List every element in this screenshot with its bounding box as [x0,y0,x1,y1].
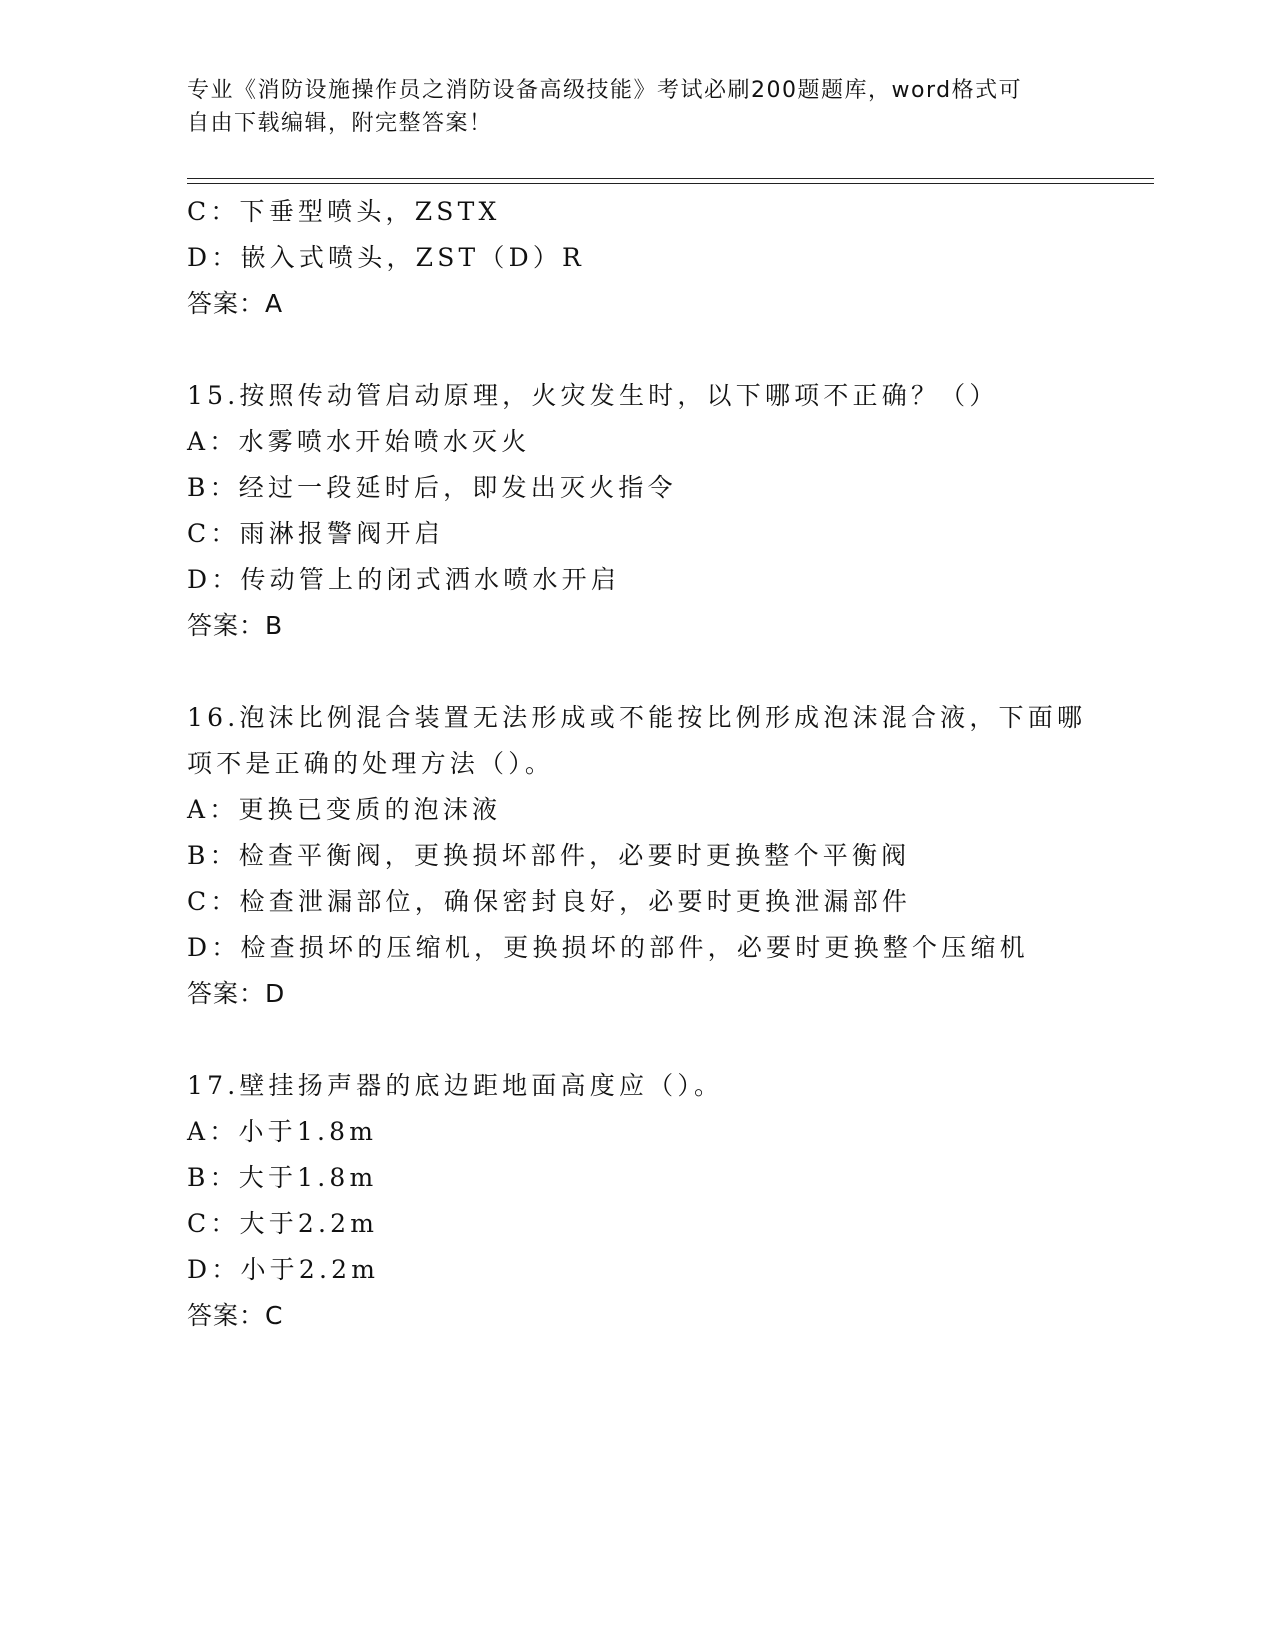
header-line-1: 专业《消防设施操作员之消防设备高级技能》考试必刷200题题库，word格式可 [187,78,1023,103]
option-b: B：检查平衡阀，更换损坏部件，必要时更换整个平衡阀 [187,841,911,870]
option-c: C：检查泄漏部位，确保密封良好，必要时更换泄漏部件 [187,887,912,916]
option-d: D：检查损坏的压缩机，更换损坏的部件，必要时更换整个压缩机 [187,933,1029,962]
answer-label: 答案：C [187,1301,284,1330]
option-c: C：雨淋报警阀开启 [187,519,444,548]
question-text-line-2: 项不是正确的处理方法（）。 [187,749,555,778]
option-d: D：嵌入式喷头，ZST（D）R [187,243,586,272]
option-d: D：传动管上的闭式洒水喷水开启 [187,565,621,594]
option-b: B：经过一段延时后，即发出灭火指令 [187,473,677,502]
option-a: A：水雾喷水开始喷水灭火 [187,427,531,456]
option-a: A：更换已变质的泡沫液 [187,795,502,824]
question-block-17 [187,1063,1107,1339]
question-text: 17.壁挂扬声器的底边距地面高度应（）。 [187,1071,724,1100]
answer-label: 答案：B [187,611,284,640]
question-block-15 [187,373,1107,649]
spacer [187,327,1107,373]
question-text: 15.按照传动管启动原理，火灾发生时，以下哪项不正确？（） [187,381,999,410]
question-list [187,189,1107,1339]
page-header [187,74,1087,140]
header-rule-bottom [187,183,1154,184]
option-c: C：下垂型喷头，ZSTX [187,197,501,226]
option-c: C：大于2.2m [187,1209,379,1238]
question-text-line-1: 16.泡沫比例混合装置无法形成或不能按比例形成泡沫混合液，下面哪 [187,703,1087,732]
question-block-14 [187,189,1107,327]
spacer [187,649,1107,695]
option-a: A：小于1.8m [187,1117,378,1146]
header-line-2: 自由下载编辑，附完整答案！ [187,111,493,136]
answer-label: 答案：D [187,979,286,1008]
option-b: B：大于1.8m [187,1163,378,1192]
header-rule-top [187,178,1154,179]
option-d: D：小于2.2m [187,1255,380,1284]
spacer [187,1017,1107,1063]
answer-label: 答案：A [187,289,284,318]
question-block-16 [187,695,1107,1017]
